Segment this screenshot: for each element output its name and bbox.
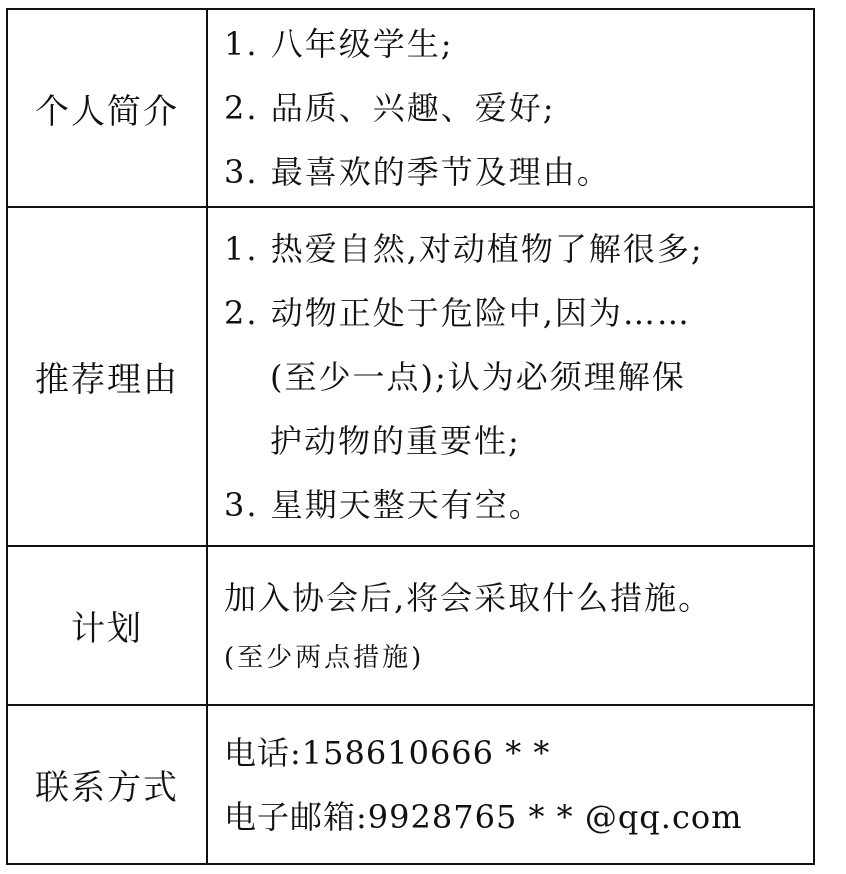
plan-line-1: 加入协会后,将会采取什么措施。: [224, 578, 713, 617]
contact-email: 电子邮箱:9928765 * * @qq.com: [224, 797, 743, 836]
profile-line-1: 1. 八年级学生;: [224, 25, 454, 63]
row-label-reasons: 推荐理由: [7, 207, 207, 546]
profile-line-2: 2. 品质、兴趣、爱好;: [224, 89, 556, 127]
table-row-profile: [7, 9, 814, 207]
table-row-contact: [7, 705, 814, 864]
reasons-line-2: 2. 动物正处于危险中,因为……: [224, 293, 691, 332]
profile-line-3: 3. 最喜欢的季节及理由。: [224, 153, 611, 191]
contact-phone: 电话:158610666 * *: [224, 733, 551, 772]
table-row-reasons: [7, 207, 814, 546]
reasons-line-1: 1. 热爱自然,对动植物了解很多;: [224, 229, 704, 268]
row-content-plan: [207, 546, 814, 705]
application-form-table: [6, 8, 815, 863]
plan-line-2: (至少两点措施): [224, 642, 425, 673]
table-row-plan: [7, 546, 814, 705]
reasons-line-3: (至少一点);认为必须理解保: [270, 357, 686, 396]
row-label-profile: 个人简介: [7, 9, 207, 207]
row-label-plan: 计划: [7, 546, 207, 705]
row-content-contact: [207, 705, 814, 864]
row-content-reasons: [207, 207, 814, 546]
reasons-line-5: 3. 星期天整天有空。: [224, 485, 543, 524]
row-label-contact: 联系方式: [7, 705, 207, 864]
row-content-profile: [207, 9, 814, 207]
reasons-line-4: 护动物的重要性;: [270, 421, 521, 460]
